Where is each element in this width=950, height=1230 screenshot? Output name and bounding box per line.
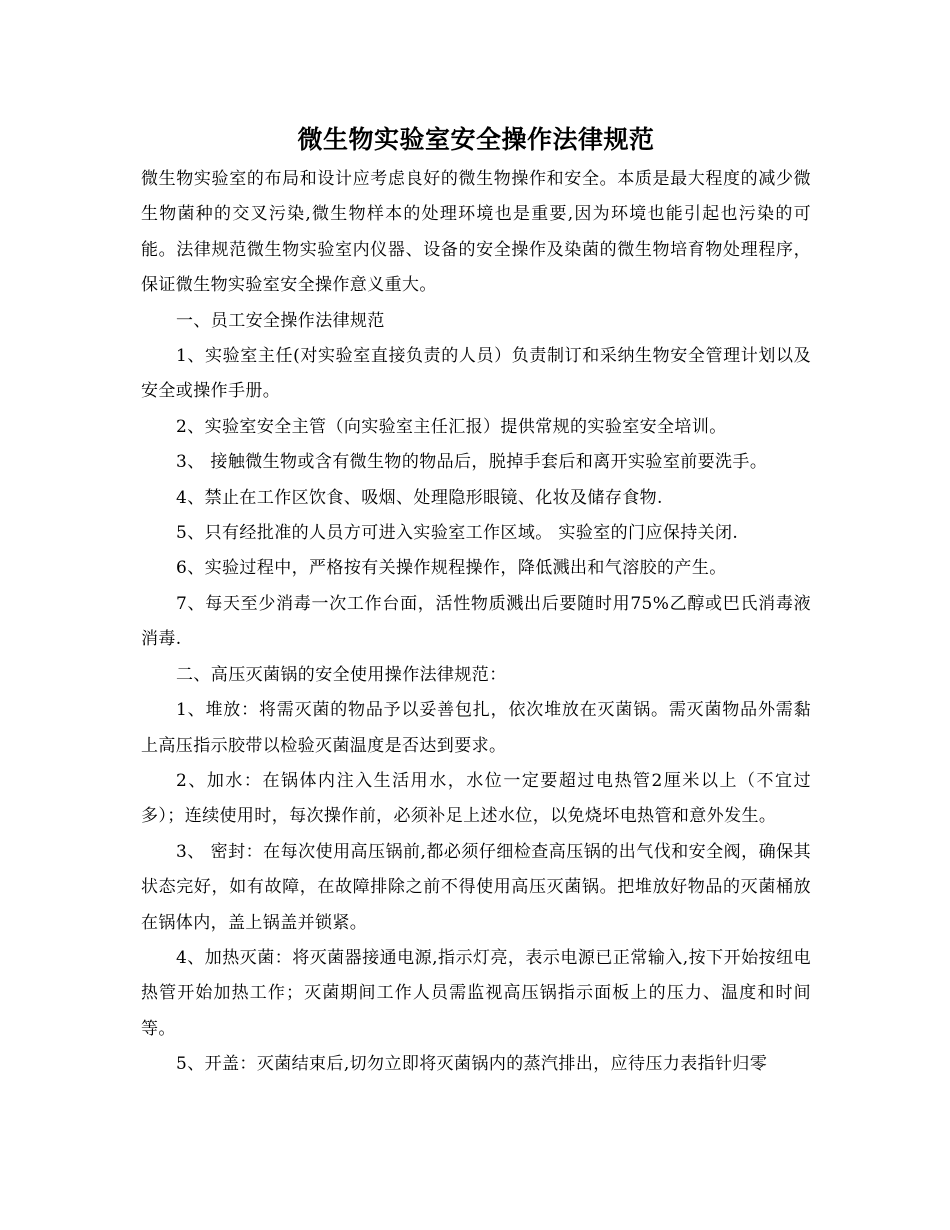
autoclave-step-3: 3、 密封：在每次使用高压锅前,都必须仔细检查高压锅的出气伐和安全阀，确保其状态完好，如有故障，在故障排除之前不得使用高压灭菌锅。把堆放好物品的灭菌桶放在锅体内，盖上锅盖并锁紧。: [141, 841, 811, 933]
staff-rule-1: 1、实验室主任(对实验室直接负责的人员）负责制订和采纳生物安全管理计划以及安全或操作手册。: [141, 346, 811, 402]
document-page: [141, 118, 811, 1083]
staff-rule-4: 4、禁止在工作区饮食、吸烟、处理隐形眼镜、化妆及储存食物.: [176, 487, 663, 508]
staff-rule-5: 5、只有经批准的人员方可进入实验室工作区域。 实验室的门应保持关闭.: [176, 523, 739, 544]
staff-rule-7: 7、每天至少消毒一次工作台面，活性物质溅出后要随时用75%乙醇或巴氏消毒液消毒.: [141, 593, 811, 650]
autoclave-step-2: 2、加水：在锅体内注入生活用水，水位一定要超过电热管2厘米以上（不宜过多）；连续使用时，每次操作前，必须补足上述水位，以免烧坏电热管和意外发生。: [141, 770, 811, 827]
autoclave-step-1: 1、堆放：将需灭菌的物品予以妥善包扎，依次堆放在灭菌锅。需灭菌物品外需黏上高压指示胶带以检验灭菌温度是否达到要求。: [141, 700, 811, 756]
section-heading-autoclave: 二、高压灭菌锅的安全使用操作法律规范：: [176, 664, 507, 685]
autoclave-step-5: 5、开盖：灭菌结束后,切勿立即将灭菌锅内的蒸汽排出，应待压力表指针归零: [176, 1054, 768, 1075]
staff-rule-2: 2、实验室安全主管（向实验室主任汇报）提供常规的实验室安全培训。: [176, 416, 727, 437]
section-heading-staff-safety: 一、员工安全操作法律规范: [176, 310, 385, 331]
intro-paragraph: 微生物实验室的布局和设计应考虑良好的微生物操作和安全。本质是最大程度的减少微生物菌种的交叉污染,微生物样本的处理环境也是重要,因为环境也能引起也污染的可能。法律规范微生物实验室内仪器、设备的安全操作及染菌的微生物培育物处理程序，保证微生物实验室安全操作意义重大。: [141, 169, 811, 296]
document-title: 微生物实验室安全操作法律规范: [297, 125, 655, 154]
autoclave-step-4: 4、加热灭菌：将灭菌器接通电源,指示灯亮，表示电源已正常输入,按下开始按纽电热管开始加热工作；灭菌期间工作人员需监视高压锅指示面板上的压力、温度和时间等。: [141, 947, 811, 1039]
staff-rule-3: 3、 接触微生物或含有微生物的物品后，脱掉手套后和离开实验室前要洗手。: [176, 452, 768, 473]
staff-rule-6: 6、实验过程中，严格按有关操作规程操作，降低溅出和气溶胶的产生。: [176, 558, 727, 579]
